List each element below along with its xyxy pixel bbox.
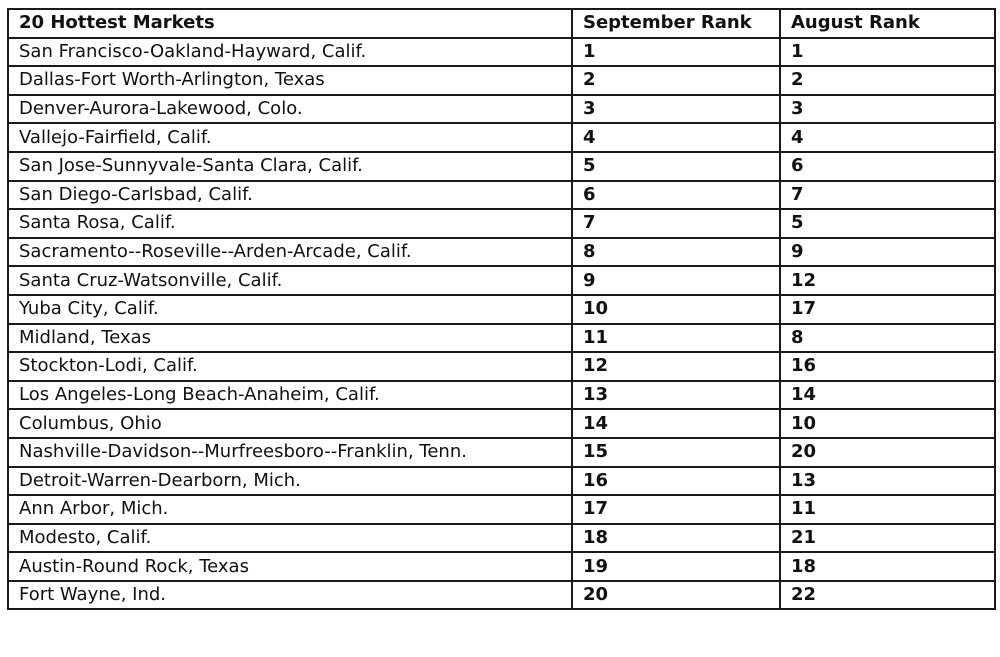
market-cell: San Francisco-Oakland-Hayward, Calif. — [8, 38, 572, 67]
september-rank-cell: 5 — [572, 152, 780, 181]
market-cell: Dallas-Fort Worth-Arlington, Texas — [8, 66, 572, 95]
september-rank-cell: 4 — [572, 123, 780, 152]
september-rank-cell: 11 — [572, 324, 780, 353]
market-cell: Vallejo-Fairfield, Calif. — [8, 123, 572, 152]
august-rank-cell: 11 — [780, 495, 995, 524]
september-rank-cell: 8 — [572, 238, 780, 267]
market-cell: Modesto, Calif. — [8, 524, 572, 553]
september-rank-cell: 10 — [572, 295, 780, 324]
header-september-rank: September Rank — [572, 9, 780, 38]
table-row — [8, 438, 995, 467]
august-rank-cell: 14 — [780, 381, 995, 410]
table-header — [8, 9, 995, 38]
table-row — [8, 581, 995, 610]
august-rank-cell: 12 — [780, 266, 995, 295]
market-cell: Sacramento--Roseville--Arden-Arcade, Calif. — [8, 238, 572, 267]
september-rank-cell: 7 — [572, 209, 780, 238]
august-rank-cell: 18 — [780, 552, 995, 581]
september-rank-cell: 2 — [572, 66, 780, 95]
august-rank-cell: 1 — [780, 38, 995, 67]
table-row — [8, 209, 995, 238]
hottest-markets-table — [7, 8, 996, 610]
market-cell: San Jose-Sunnyvale-Santa Clara, Calif. — [8, 152, 572, 181]
september-rank-cell: 15 — [572, 438, 780, 467]
market-cell: Columbus, Ohio — [8, 409, 572, 438]
market-cell: Ann Arbor, Mich. — [8, 495, 572, 524]
market-cell: Denver-Aurora-Lakewood, Colo. — [8, 95, 572, 124]
table-row — [8, 381, 995, 410]
august-rank-cell: 5 — [780, 209, 995, 238]
table-row — [8, 266, 995, 295]
august-rank-cell: 13 — [780, 467, 995, 496]
september-rank-cell: 9 — [572, 266, 780, 295]
header-row — [8, 9, 995, 38]
august-rank-cell: 3 — [780, 95, 995, 124]
table-row — [8, 123, 995, 152]
table-row — [8, 238, 995, 267]
market-cell: Detroit-Warren-Dearborn, Mich. — [8, 467, 572, 496]
august-rank-cell: 2 — [780, 66, 995, 95]
september-rank-cell: 13 — [572, 381, 780, 410]
september-rank-cell: 14 — [572, 409, 780, 438]
table-body — [8, 38, 995, 610]
august-rank-cell: 16 — [780, 352, 995, 381]
table-row — [8, 352, 995, 381]
september-rank-cell: 3 — [572, 95, 780, 124]
table-row — [8, 552, 995, 581]
header-market: 20 Hottest Markets — [8, 9, 572, 38]
market-cell: Nashville-Davidson--Murfreesboro--Franklin, Tenn. — [8, 438, 572, 467]
september-rank-cell: 12 — [572, 352, 780, 381]
august-rank-cell: 4 — [780, 123, 995, 152]
table-row — [8, 66, 995, 95]
august-rank-cell: 17 — [780, 295, 995, 324]
august-rank-cell: 22 — [780, 581, 995, 610]
september-rank-cell: 6 — [572, 181, 780, 210]
market-cell: Midland, Texas — [8, 324, 572, 353]
august-rank-cell: 8 — [780, 324, 995, 353]
table-row — [8, 524, 995, 553]
september-rank-cell: 1 — [572, 38, 780, 67]
september-rank-cell: 18 — [572, 524, 780, 553]
table-row — [8, 38, 995, 67]
market-cell: Yuba City, Calif. — [8, 295, 572, 324]
table-row — [8, 295, 995, 324]
market-cell: Fort Wayne, Ind. — [8, 581, 572, 610]
august-rank-cell: 7 — [780, 181, 995, 210]
august-rank-cell: 6 — [780, 152, 995, 181]
august-rank-cell: 10 — [780, 409, 995, 438]
august-rank-cell: 20 — [780, 438, 995, 467]
market-cell: Santa Rosa, Calif. — [8, 209, 572, 238]
table-row — [8, 324, 995, 353]
market-cell: San Diego-Carlsbad, Calif. — [8, 181, 572, 210]
august-rank-cell: 9 — [780, 238, 995, 267]
header-august-rank: August Rank — [780, 9, 995, 38]
market-cell: Santa Cruz-Watsonville, Calif. — [8, 266, 572, 295]
table-row — [8, 152, 995, 181]
table-row — [8, 467, 995, 496]
market-cell: Austin-Round Rock, Texas — [8, 552, 572, 581]
market-cell: Los Angeles-Long Beach-Anaheim, Calif. — [8, 381, 572, 410]
market-cell: Stockton-Lodi, Calif. — [8, 352, 572, 381]
table-row — [8, 181, 995, 210]
table-row — [8, 95, 995, 124]
september-rank-cell: 17 — [572, 495, 780, 524]
september-rank-cell: 16 — [572, 467, 780, 496]
september-rank-cell: 19 — [572, 552, 780, 581]
september-rank-cell: 20 — [572, 581, 780, 610]
table-row — [8, 409, 995, 438]
august-rank-cell: 21 — [780, 524, 995, 553]
table-row — [8, 495, 995, 524]
